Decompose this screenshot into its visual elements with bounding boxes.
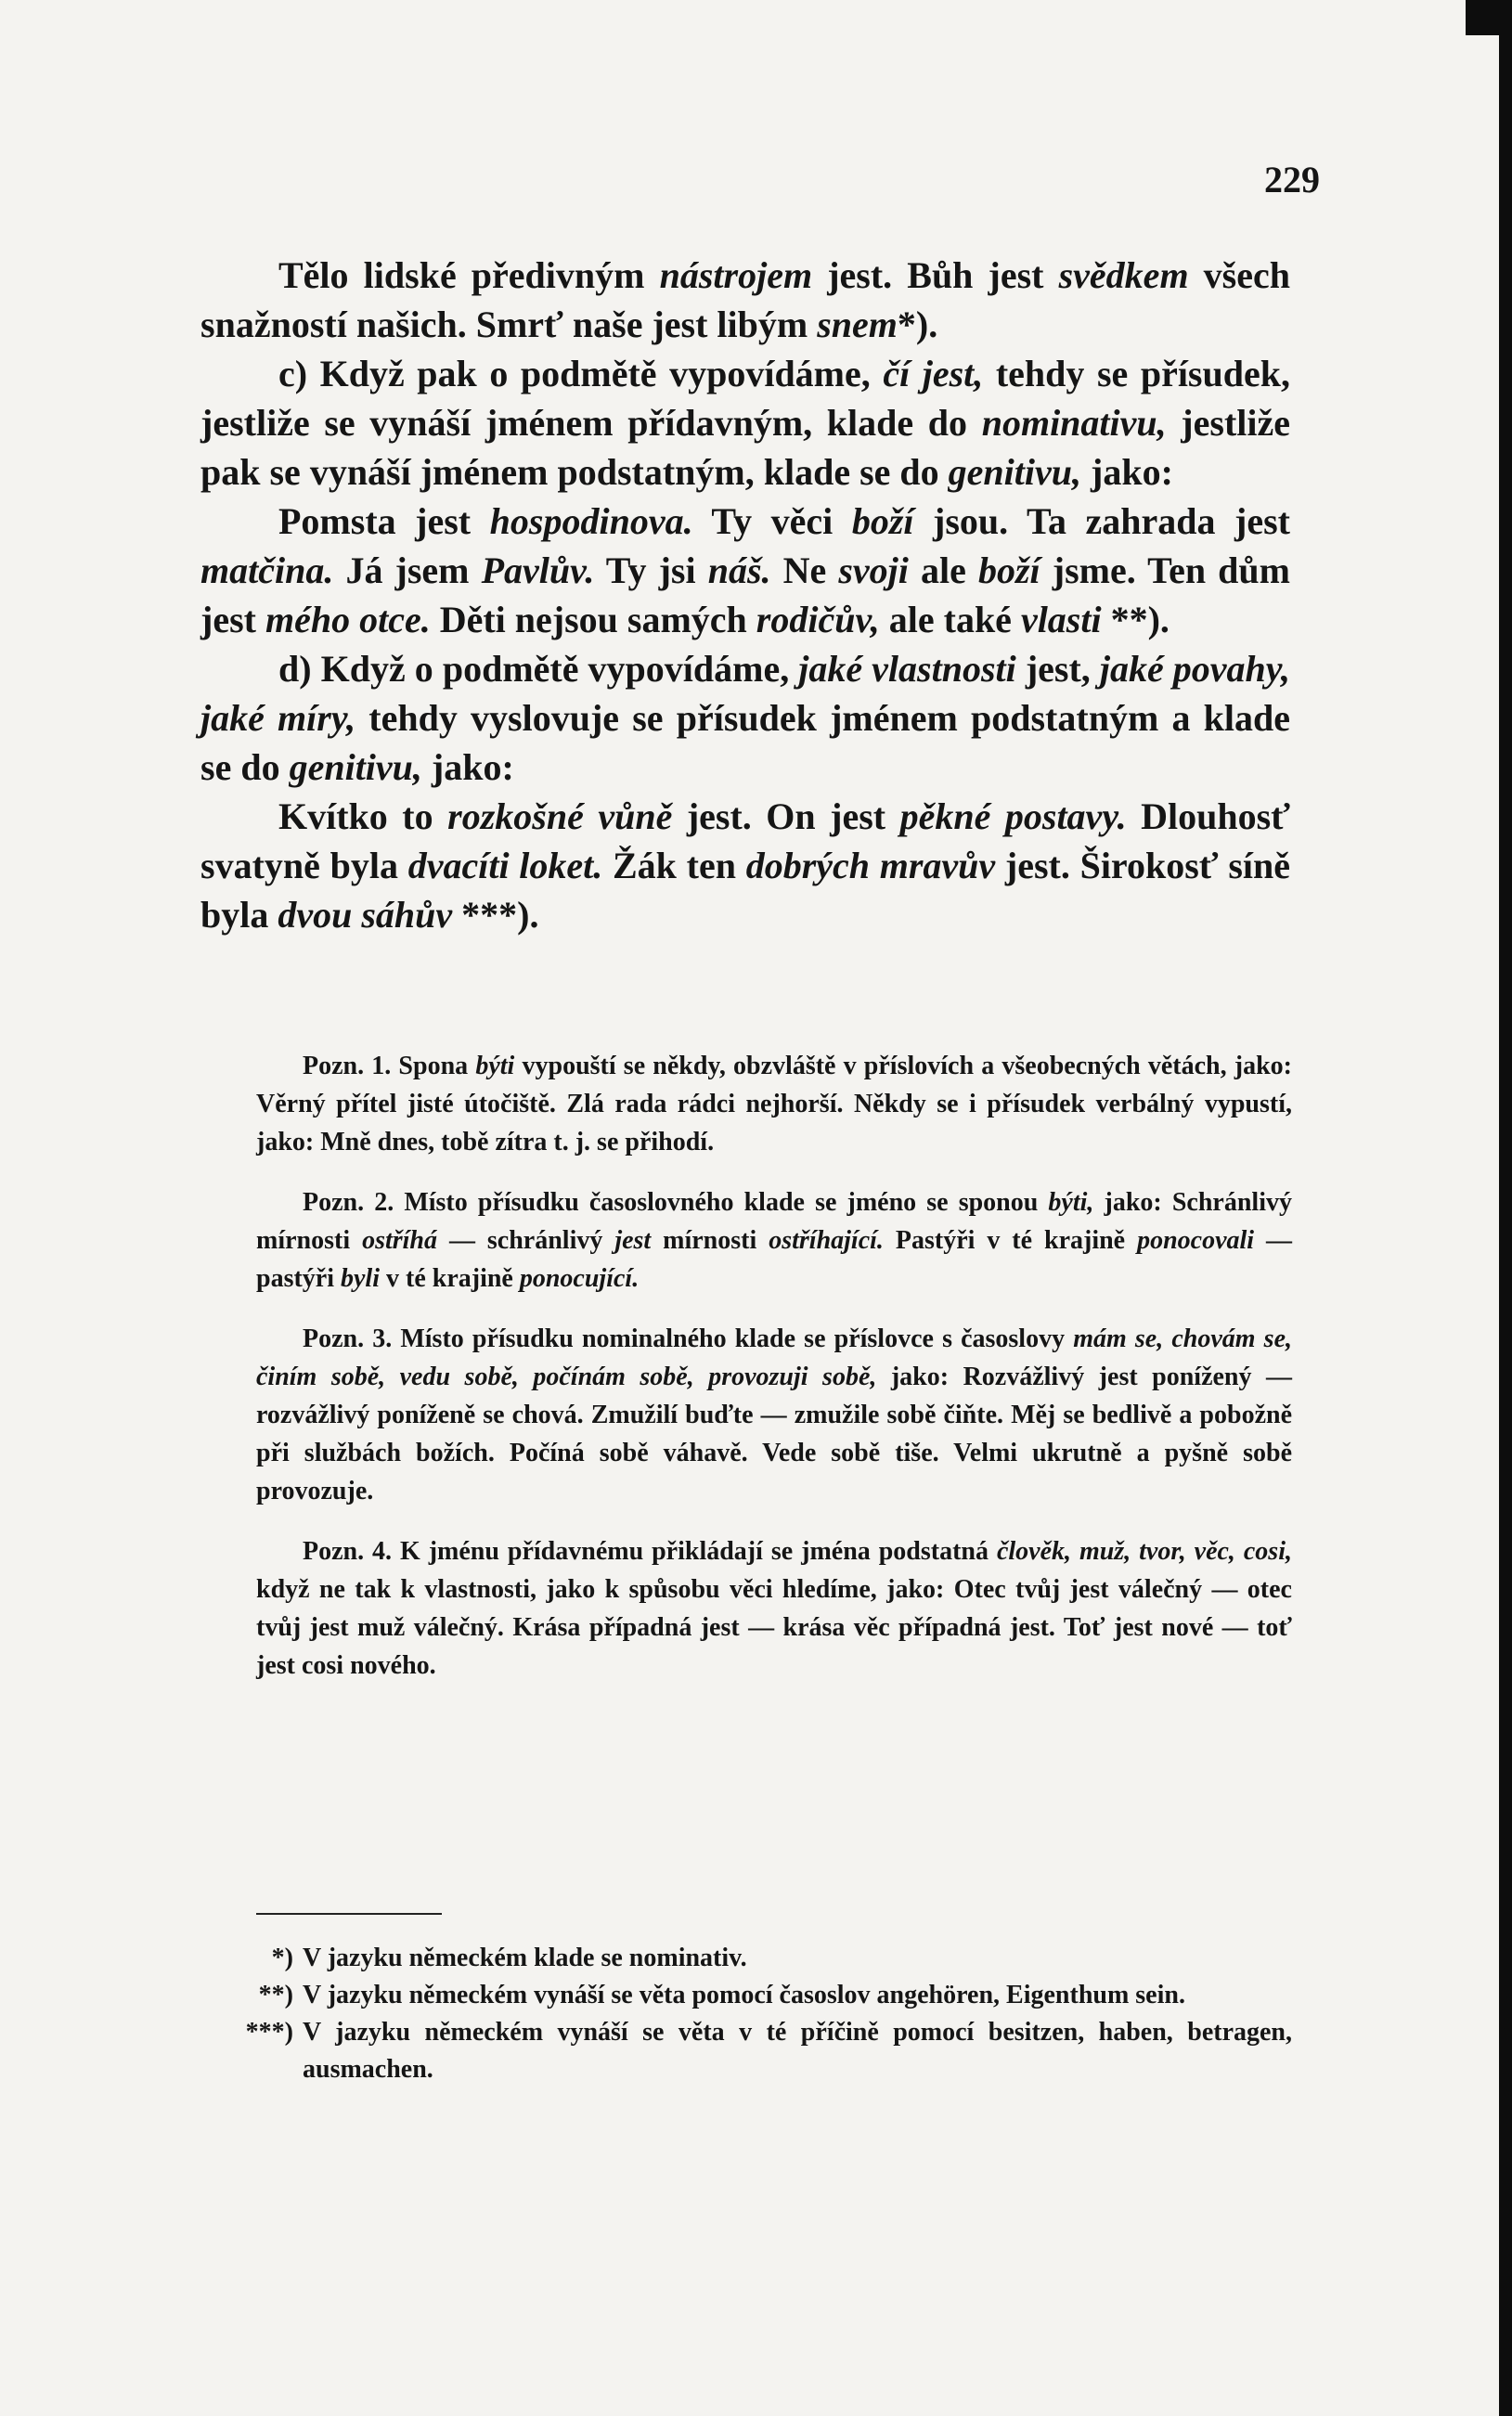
paragraph: c) Když pak o podmětě vypovídáme, čí jest, tehdy se přísudek, jestliže se vynáší jménem přídavným, klade do nominativu, jestliže pak se vynáší jménem podstatným, klade se do genitivu, jako:: [200, 353, 1290, 493]
footnote: [219, 1940, 1292, 1977]
note: Pozn. 2. Místo přísudku časoslovného klade se jméno se sponou býti, jako: Schránlivý mírnosti ostříhá — schránlivý jest mírnosti ostříhající. Pastýři v té krajině ponocovali — pastýři byli v té krajině ponocující.: [256, 1188, 1293, 1293]
page-number: 229: [1264, 159, 1320, 200]
main-text: [200, 251, 1290, 939]
footnote-rule: [256, 1913, 442, 1915]
footnote-text: V jazyku německém vynáší se věta v té příčině pomocí besitzen, haben, betragen, ausmachen.: [303, 2018, 1292, 2084]
footnotes: [219, 1940, 1292, 2088]
footnote-text: V jazyku německém vynáší se věta pomocí časoslov angehören, Eigenthum sein.: [303, 1981, 1185, 2009]
footnote-mark: *): [271, 1944, 293, 1972]
paragraph: Pomsta jest hospodinova. Ty věci boží jsou. Ta zahrada jest matčina. Já jsem Pavlův. Ty jsi náš. Ne svoji ale boží jsme. Ten dům jest mého otce. Děti nejsou samých rodičův, ale také vlasti **).: [200, 500, 1290, 640]
notes: [256, 1047, 1292, 1707]
footnote-text: V jazyku německém klade se nominativ.: [303, 1944, 747, 1972]
note: Pozn. 4. K jménu přídavnému přikládají se jména podstatná člověk, muž, tvor, věc, cosi, když ne tak k vlastnosti, jako k spůsobu věci hledíme, jako: Otec tvůj jest válečný — otec tvůj jest muž válečný. Krása případná jest — krása věc případná jest. Toť jest nové — toť jest cosi nového.: [256, 1537, 1292, 1680]
paragraph: d) Když o podmětě vypovídáme, jaké vlastnosti jest, jaké povahy, jaké míry, tehdy vyslovuje se přísudek jménem podstatným a klade se do genitivu, jako:: [200, 648, 1291, 788]
footnote: [219, 2014, 1292, 2088]
paragraph: Kvítko to rozkošné vůně jest. On jest pěkné postavy. Dlouhosť svatyně byla dvacíti loket. Žák ten dobrých mravův jest. Širokosť síně byla dvou sáhův ***).: [200, 795, 1291, 936]
paragraph: Tělo lidské předivným nástrojem jest. Bůh jest svědkem všech snažností našich. Smrť naše jest libým snem*).: [200, 254, 1290, 345]
footnote-mark: ***): [245, 2018, 293, 2047]
footnote: [219, 1977, 1292, 2014]
scan-edge: [1499, 0, 1512, 2416]
note: Pozn. 3. Místo přísudku nominalného klade se příslovce s časoslovy mám se, chovám se, činím sobě, vedu sobě, počínám sobě, provozuji sobě, jako: Rozvážlivý jest ponížený — rozvážlivý poníženě se chová. Zmužilí buďte — zmužile sobě čiňte. Měj se bedlivě a pobožně při službách božích. Počíná sobě váhavě. Vede sobě tiše. Velmi ukrutně a pyšně sobě provozuje.: [256, 1324, 1293, 1505]
footnote-mark: **): [258, 1981, 293, 2009]
note: Pozn. 1. Spona býti vypouští se někdy, obzvláště v příslovích a všeobecných větách, jako: Věrný přítel jisté útočiště. Zlá rada rádci nejhorší. Někdy se i přísudek verbálný vypustí, jako: Mně dnes, tobě zítra t. j. se přihodí.: [256, 1052, 1293, 1156]
